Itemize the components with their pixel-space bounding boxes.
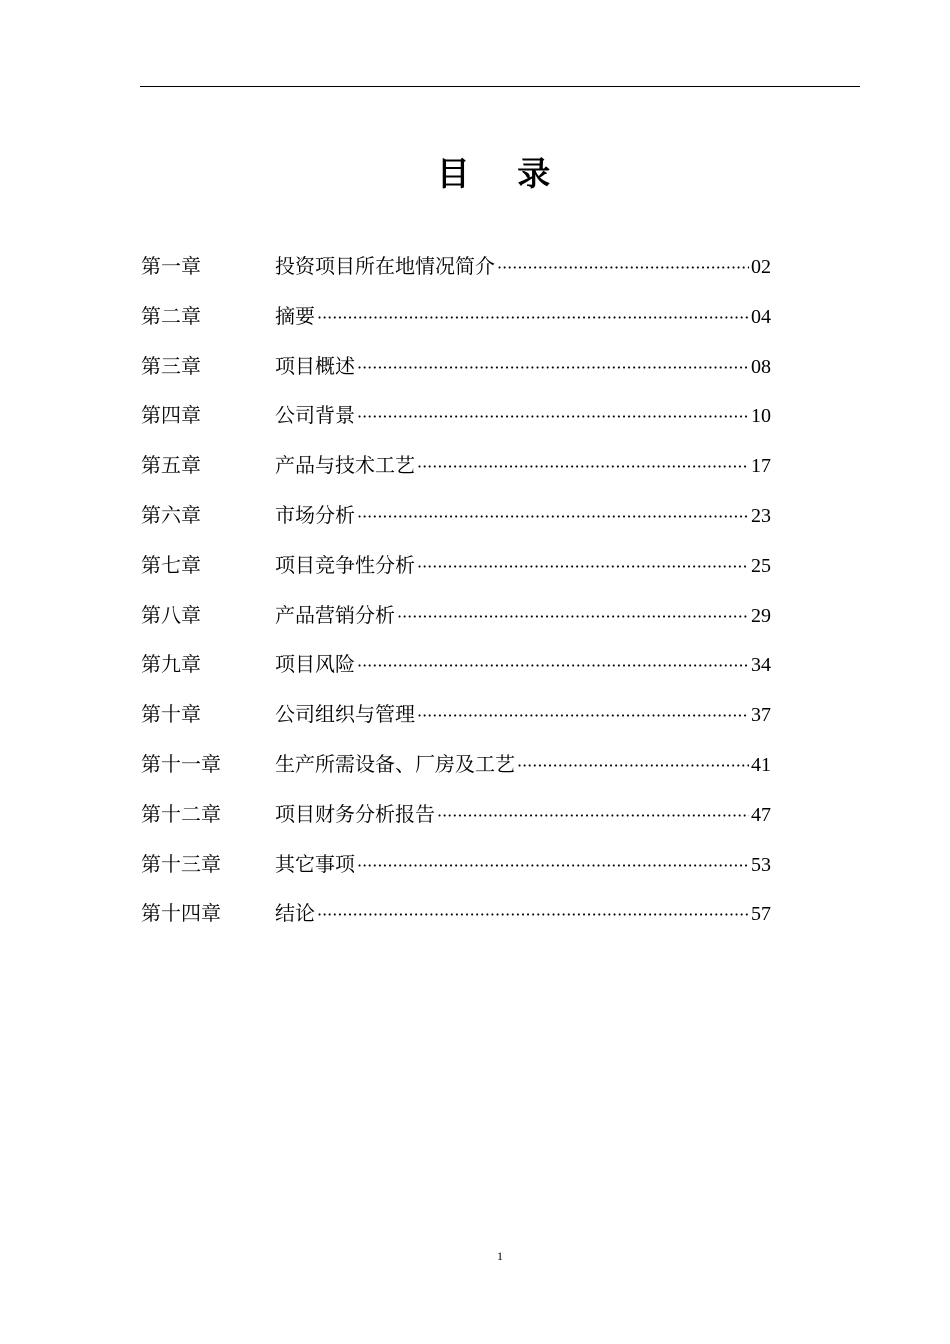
toc-entry bbox=[275, 399, 771, 433]
toc-entry bbox=[275, 449, 771, 483]
toc-entry bbox=[275, 798, 771, 832]
toc-page-number: 41 bbox=[751, 753, 771, 776]
toc-entry bbox=[275, 499, 771, 533]
page-number: 1 bbox=[497, 1249, 503, 1263]
toc-chapter: 第十三章 bbox=[141, 851, 221, 876]
toc-leader bbox=[317, 302, 749, 334]
toc-page-number: 53 bbox=[751, 853, 771, 876]
toc-entry bbox=[275, 300, 771, 334]
toc-leader bbox=[417, 551, 749, 583]
toc-page-number: 17 bbox=[751, 455, 771, 478]
toc-row[interactable] bbox=[141, 300, 771, 350]
toc-entry-title: 产品与技术工艺 bbox=[275, 453, 415, 478]
toc-row[interactable] bbox=[141, 250, 771, 300]
toc-leader bbox=[357, 501, 749, 533]
table-of-contents bbox=[141, 250, 771, 947]
toc-page-number: 08 bbox=[751, 355, 771, 378]
toc-chapter: 第二章 bbox=[141, 303, 201, 328]
toc-entry bbox=[275, 549, 771, 583]
toc-leader bbox=[497, 252, 749, 284]
toc-leader bbox=[397, 601, 749, 633]
toc-entry bbox=[275, 648, 771, 682]
toc-leader bbox=[357, 650, 749, 682]
toc-chapter: 第五章 bbox=[141, 453, 201, 478]
toc-entry-title: 投资项目所在地情况简介 bbox=[275, 254, 495, 278]
toc-page-number: 10 bbox=[751, 405, 771, 428]
toc-chapter: 第三章 bbox=[141, 353, 201, 378]
toc-chapter: 第四章 bbox=[141, 403, 201, 428]
toc-row[interactable] bbox=[141, 399, 771, 449]
toc-entry-title: 产品营销分析 bbox=[275, 602, 395, 627]
toc-chapter: 第十一章 bbox=[141, 751, 221, 776]
toc-row[interactable] bbox=[141, 499, 771, 549]
toc-page-number: 37 bbox=[751, 704, 771, 727]
toc-entry bbox=[275, 848, 771, 882]
toc-chapter: 第十四章 bbox=[141, 901, 221, 926]
toc-row[interactable] bbox=[141, 748, 771, 798]
toc-leader bbox=[317, 899, 749, 931]
toc-leader bbox=[357, 352, 749, 384]
toc-entry-title: 生产所需设备、厂房及工艺 bbox=[275, 751, 515, 776]
toc-chapter: 第六章 bbox=[141, 502, 201, 527]
toc-chapter: 第七章 bbox=[141, 552, 201, 577]
toc-leader bbox=[357, 850, 749, 882]
toc-page-number: 57 bbox=[751, 903, 771, 926]
toc-leader bbox=[357, 401, 749, 433]
toc-page-number: 25 bbox=[751, 554, 771, 577]
toc-entry bbox=[275, 599, 771, 633]
toc-chapter: 第一章 bbox=[141, 254, 201, 278]
toc-entry-title: 项目风险 bbox=[275, 652, 355, 677]
toc-entry-title: 摘要 bbox=[275, 303, 315, 328]
toc-row[interactable] bbox=[141, 350, 771, 400]
toc-leader bbox=[417, 451, 749, 483]
toc-entry bbox=[275, 897, 771, 931]
toc-row[interactable] bbox=[141, 549, 771, 599]
header-rule bbox=[140, 86, 860, 87]
toc-page-number: 29 bbox=[751, 604, 771, 627]
toc-entry-title: 项目竞争性分析 bbox=[275, 552, 415, 577]
toc-entry bbox=[275, 350, 771, 384]
toc-row[interactable] bbox=[141, 798, 771, 848]
toc-chapter: 第八章 bbox=[141, 602, 201, 627]
toc-entry bbox=[275, 748, 771, 782]
toc-row[interactable] bbox=[141, 599, 771, 649]
toc-entry-title: 市场分析 bbox=[275, 502, 355, 527]
toc-entry-title: 项目概述 bbox=[275, 353, 355, 378]
toc-page-number: 34 bbox=[751, 654, 771, 677]
toc-page-number: 47 bbox=[751, 803, 771, 826]
toc-entry-title: 项目财务分析报告 bbox=[275, 801, 435, 826]
toc-page-number: 02 bbox=[751, 256, 771, 278]
toc-leader bbox=[437, 800, 749, 832]
toc-entry-title: 结论 bbox=[275, 901, 315, 926]
toc-row[interactable] bbox=[141, 648, 771, 698]
toc-chapter: 第九章 bbox=[141, 652, 201, 677]
toc-row[interactable] bbox=[141, 848, 771, 898]
toc-row[interactable] bbox=[141, 897, 771, 947]
toc-entry-title: 公司背景 bbox=[275, 403, 355, 428]
toc-chapter: 第十二章 bbox=[141, 801, 221, 826]
toc-leader bbox=[517, 750, 749, 782]
toc-leader bbox=[417, 700, 749, 732]
toc-title: 目 录 bbox=[436, 154, 569, 193]
toc-row[interactable] bbox=[141, 449, 771, 499]
toc-entry bbox=[275, 698, 771, 732]
toc-page-number: 23 bbox=[751, 504, 771, 527]
toc-entry bbox=[275, 250, 771, 284]
toc-page-number: 04 bbox=[751, 305, 771, 328]
toc-entry-title: 公司组织与管理 bbox=[275, 702, 415, 727]
toc-entry-title: 其它事项 bbox=[275, 851, 355, 876]
toc-row[interactable] bbox=[141, 698, 771, 748]
toc-chapter: 第十章 bbox=[141, 702, 201, 727]
